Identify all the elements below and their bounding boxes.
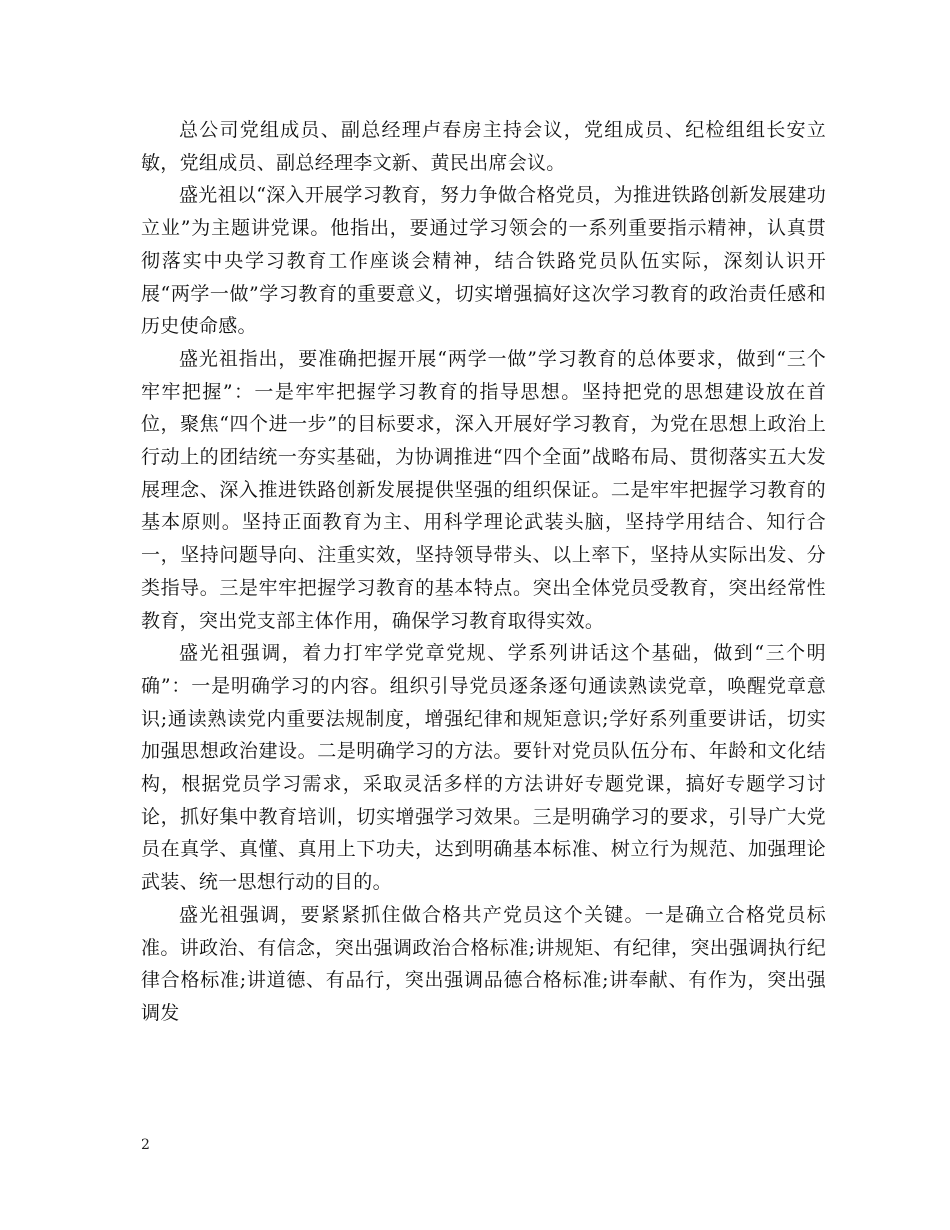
- paragraph-meeting-attendees: 总公司党组成员、副总经理卢春房主持会议，党组成员、纪检组组长安立敏，党组成员、副总经理李文新、黄民出席会议。: [141, 119, 826, 174]
- paragraph-qualified-member: 盛光祖强调，要紧紧抓住做合格共产党员这个关键。一是确立合格党员标准。讲政治、有信念，突出强调政治合格标准;讲规矩、有纪律，突出强调执行纪律合格标准;讲道德、有品行，突出强调品德合格标准;讲奉献、有作为，突出强调发: [141, 903, 826, 1024]
- body-text: [141, 114, 826, 1030]
- paragraph-party-lecture-theme: 盛光祖以“深入开展学习教育，努力争做合格党员，为推进铁路创新发展建功立业”为主题讲党课。他指出，要通过学习领会的一系列重要指示精神，认真贯彻落实中央学习教育工作座谈会精神，结合铁路党员队伍实际，深刻认识开展“两学一做”学习教育的重要意义，切实增强搞好这次学习教育的政治责任感和历史使命感。: [141, 184, 826, 338]
- paragraph-three-firm-grasps: 盛光祖指出，要准确把握开展“两学一做”学习教育的总体要求，做到“三个牢牢把握”：一是牢牢把握学习教育的指导思想。坚持把党的思想建设放在首位，聚焦“四个进一步”的目标要求，深入开展好学习教育，为党在思想上政治上行动上的团结统一夯实基础，为协调推进“四个全面”战略布局、贯彻落实五大发展理念、深入推进铁路创新发展提供坚强的组织保证。二是牢牢把握学习教育的基本原则。坚持正面教育为主、用科学理论武装头脑，坚持学用结合、知行合一，坚持问题导向、注重实效，坚持领导带头、以上率下，坚持从实际出发、分类指导。三是牢牢把握学习教育的基本特点。突出全体党员受教育，突出经常性教育，突出党支部主体作用，确保学习教育取得实效。: [141, 347, 826, 632]
- page-number: 2: [141, 1137, 150, 1153]
- paragraph-three-clarities: 盛光祖强调，着力打牢学党章党规、学系列讲话这个基础，做到“三个明确”：一是明确学习的内容。组织引导党员逐条逐句通读熟读党章，唤醒党章意识;通读熟读党内重要法规制度，增强纪律和规矩意识;学好系列重要讲话，切实加强思想政治建设。二是明确学习的方法。要针对党员队伍分布、年龄和文化结构，根据党员学习需求，采取灵活多样的方法讲好专题党课，搞好专题学习讨论，抓好集中教育培训，切实增强学习效果。三是明确学习的要求，引导广大党员在真学、真懂、真用上下功夫，达到明确基本标准、树立行为规范、加强理论武装、统一思想行动的目的。: [141, 642, 826, 894]
